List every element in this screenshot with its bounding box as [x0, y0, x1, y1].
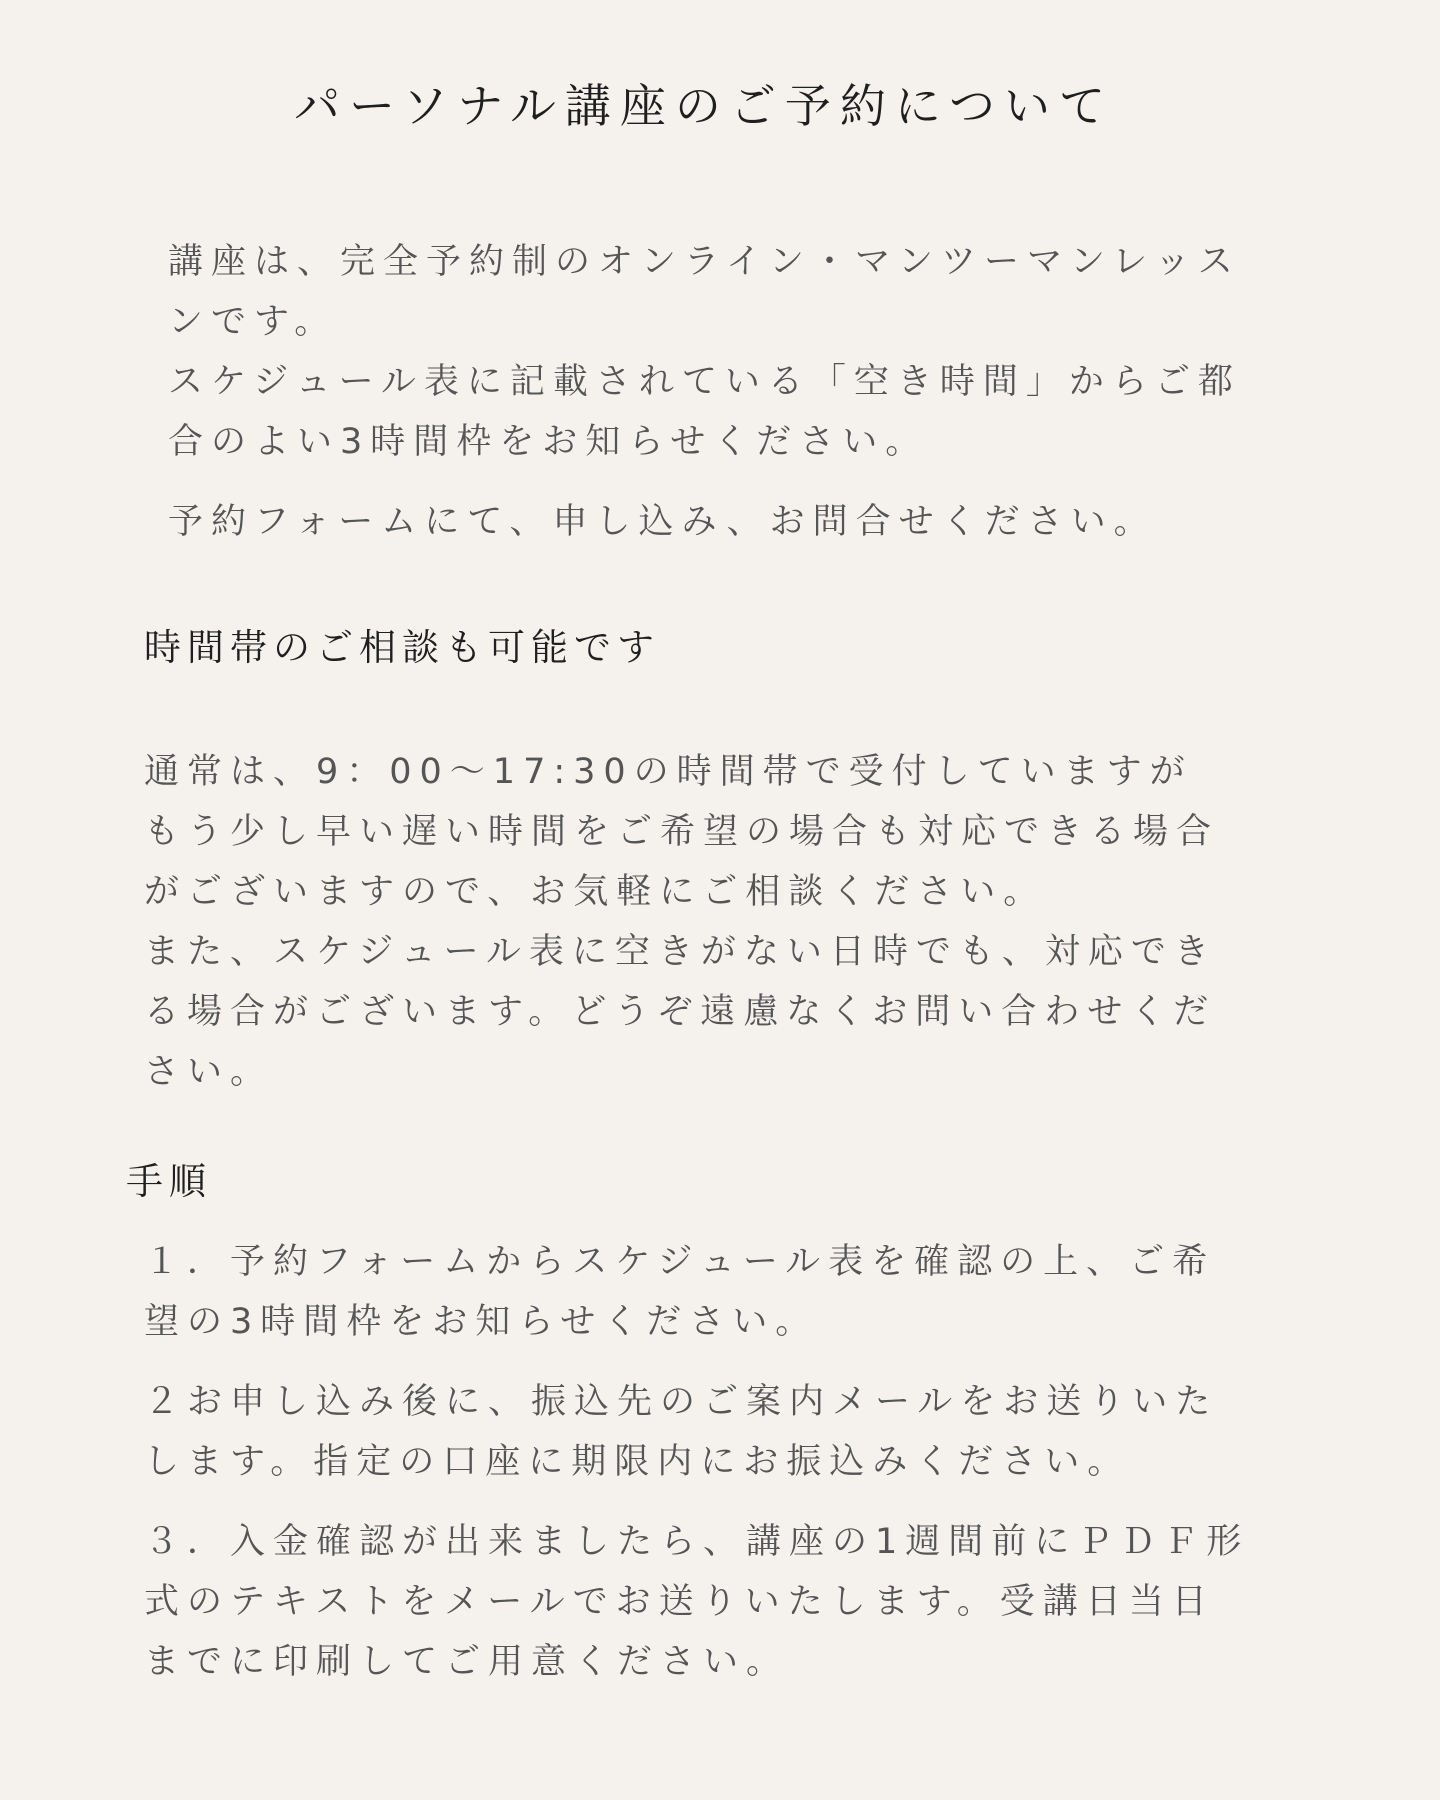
step-2: [144, 1372, 1264, 1492]
step-line: までに印刷してご用意ください。: [144, 1642, 790, 1682]
step-3: [144, 1512, 1264, 1692]
intro-paragraph: [168, 232, 1288, 472]
step-line: ３．入金確認が出来ましたら、講座の1週間前にＰＤＦ形: [144, 1522, 1250, 1562]
time-line: 通常は、9：00〜17:30の時間帯で受付していますが: [144, 752, 1193, 792]
step-line: 望の3時間枠をお知らせください。: [144, 1302, 819, 1342]
form-note: [168, 492, 1288, 552]
steps-heading: 手順: [126, 1160, 212, 1203]
page-title: パーソナル講座のご予約について: [294, 79, 1114, 133]
step-line: します。指定の口座に期限内にお振込みください。: [144, 1442, 1131, 1482]
time-section-paragraph: [144, 742, 1264, 1102]
time-line: さい。: [144, 1052, 274, 1092]
intro-line: ンです。: [168, 302, 338, 342]
intro-line: 講座は、完全予約制のオンライン・マンツーマンレッス: [168, 242, 1241, 282]
form-note-text: 予約フォームにて、申し込み、お問合せください。: [168, 502, 1157, 542]
intro-line: スケジュール表に記載されている「空き時間」からご都: [168, 362, 1241, 402]
time-line: また、スケジュール表に空きがない日時でも、対応でき: [144, 932, 1217, 972]
step-1: [144, 1232, 1264, 1352]
step-line: 式のテキストをメールでお送りいたします。受講日当日: [144, 1582, 1215, 1622]
step-line: ２お申し込み後に、振込先のご案内メールをお送りいた: [144, 1382, 1219, 1422]
time-line: る場合がございます。どうぞ遠慮なくお問い合わせくだ: [144, 992, 1217, 1032]
intro-line: 合のよい3時間枠をお知らせください。: [168, 422, 929, 462]
time-section-heading: 時間帯のご相談も可能です: [144, 626, 660, 669]
time-line: がございますので、お気軽にご相談ください。: [144, 872, 1047, 912]
step-line: １．予約フォームからスケジュール表を確認の上、ご希: [144, 1242, 1216, 1282]
time-line: もう少し早い遅い時間をご希望の場合も対応できる場合: [144, 812, 1220, 852]
